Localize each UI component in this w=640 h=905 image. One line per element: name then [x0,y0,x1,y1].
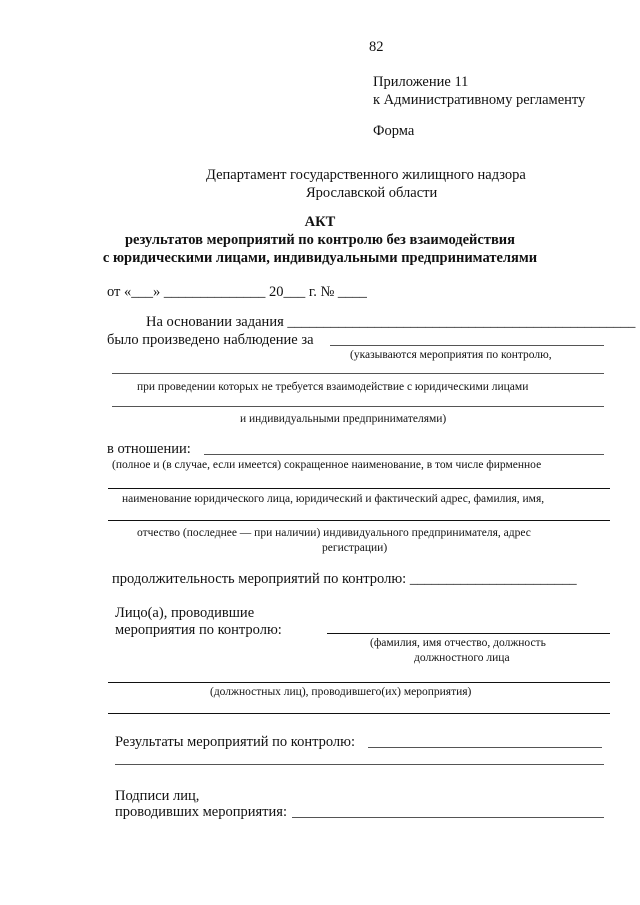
persons-hint-3: (должностных лиц), проводившего(их) мероприятия) [210,686,472,698]
form-label: Форма [373,123,415,139]
regarding-hint-4: регистрации) [322,542,388,554]
signatures-label-1: Подписи лиц, [115,788,200,804]
appendix-title: Приложение 11 [373,74,469,90]
regarding-hint-2: наименование юридического лица, юридический и фактический адрес, фамилия, имя, [122,493,545,505]
results-line-2 [115,764,604,765]
results-field-line [368,747,602,748]
date-number-line: от «___» ______________ 20___ г. № ____ [107,284,367,300]
persons-field-line [327,633,610,634]
department-region: Ярославской области [306,185,438,201]
observed-field-line [330,345,604,346]
persons-hint-1: (фамилия, имя отчество, должность [370,637,546,649]
duration-label: продолжительность мероприятий по контролю: _______________________ [112,571,577,587]
basis-label: На основании задания ________________________________________________ [146,314,636,330]
basis-hint-1: (указываются мероприятия по контролю, [350,349,552,361]
basis-hint-3: и индивидуальными предпринимателями) [240,413,447,425]
regarding-line-2 [108,488,610,489]
observed-label: было произведено наблюдение за [107,332,314,348]
act-subtitle-2: с юридическими лицами, индивидуальными предпринимателями [102,250,538,266]
basis-line-3 [112,406,604,407]
appendix-subtitle: к Административному регламенту [373,92,586,108]
results-label: Результаты мероприятий по контролю: [115,734,356,750]
department-name: Департамент государственного жилищного надзора [206,167,526,183]
persons-line-2 [108,682,610,683]
regarding-hint-3: отчество (последнее — при наличии) индивидуального предпринимателя, адрес [137,527,531,539]
basis-line-2 [112,373,604,374]
regarding-label: в отношении: [107,441,191,457]
signatures-label-2: проводивших мероприятия: [115,804,287,820]
persons-label-2: мероприятия по контролю: [115,622,282,638]
persons-hint-2: должностного лица [414,652,510,664]
act-title: АКТ [304,214,336,230]
basis-hint-2: при проведении которых не требуется взаимодействие с юридическими лицами [137,381,529,393]
regarding-line-3 [108,520,610,521]
regarding-field-line [204,454,604,455]
page-number: 82 [369,39,384,55]
persons-line-3 [108,713,610,714]
regarding-hint-1: (полное и (в случае, если имеется) сокращенное наименование, в том числе фирменное [112,459,542,471]
signatures-field-line [292,817,604,818]
persons-label-1: Лицо(а), проводившие [115,605,255,621]
act-subtitle-1: результатов мероприятий по контролю без взаимодействия [124,232,515,248]
